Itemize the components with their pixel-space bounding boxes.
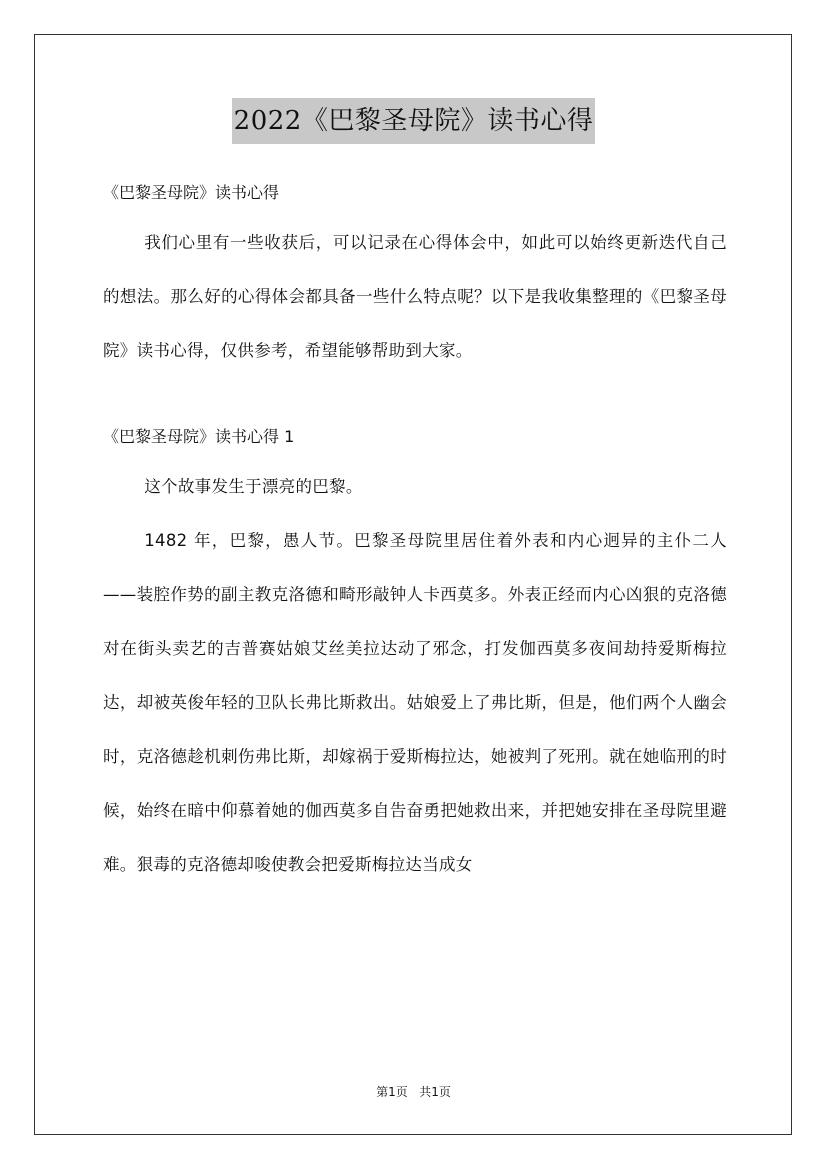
page-footer [0, 1083, 827, 1100]
section-heading: 《巴黎圣母院》读书心得 1 [103, 427, 295, 446]
intro-heading: 《巴黎圣母院》读书心得 [103, 183, 280, 202]
total-pages-label: 共1页 [419, 1085, 451, 1099]
section-paragraph-1: 这个故事发生于漂亮的巴黎。 [144, 477, 363, 496]
intro-paragraph: 我们心里有一些收获后，可以记录在心得体会中，如此可以始终更新迭代自己的想法。那么好的心得体会都具备一些什么特点呢？以下是我收集整理的《巴黎圣母院》读书心得，仅供参考，希望能够帮助到大家。 [103, 233, 727, 360]
title-container [0, 98, 827, 144]
section-paragraph-2: 1482 年，巴黎，愚人节。巴黎圣母院里居住着外表和内心迥异的主仆二人——装腔作势的副主教克洛德和畸形敲钟人卡西莫多。外表正经而内心凶狠的克洛德对在街头卖艺的吉普赛姑娘艾丝美拉达动了邪念，打发伽西莫多夜间劫持爱斯梅拉达，却被英俊年轻的卫队长弗比斯救出。姑娘爱上了弗比斯，但是，他们两个人幽会时，克洛德趁机刺伤弗比斯，却嫁祸于爱斯梅拉达，她被判了死刑。就在她临刑的时候，始终在暗中仰慕着她的伽西莫多自告奋勇把她救出来，并把她安排在圣母院里避难。狠毒的克洛德却唆使教会把爱斯梅拉达当成女 [103, 531, 727, 874]
document-body [103, 170, 727, 892]
section-spacer [103, 378, 727, 414]
footer-separator [408, 1085, 419, 1099]
document-title: 2022《巴黎圣母院》读书心得 [232, 98, 596, 144]
page-number-label: 第1页 [376, 1085, 408, 1099]
